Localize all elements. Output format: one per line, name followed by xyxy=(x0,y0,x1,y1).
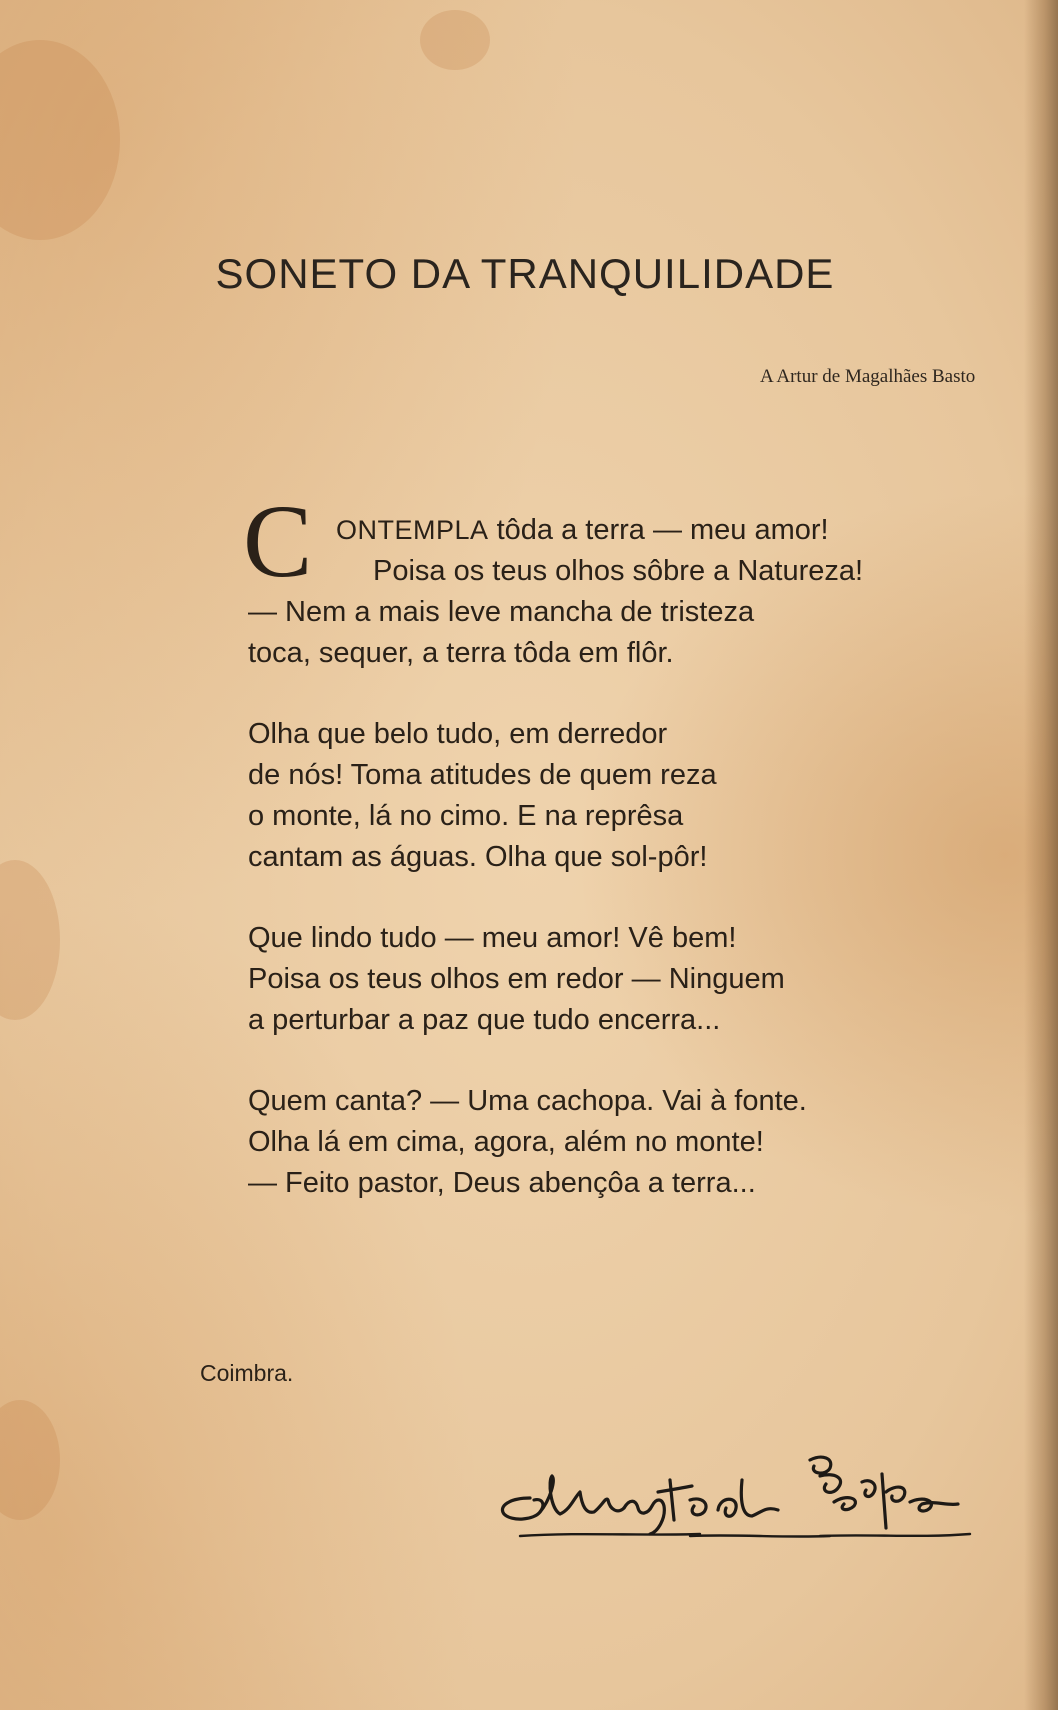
poem-line: de nós! Toma atitudes de quem reza xyxy=(248,759,717,791)
poem-line: — Feito pastor, Deus abençôa a terra... xyxy=(248,1167,756,1199)
poem-line-text: tôda a terra — meu amor! xyxy=(488,514,829,546)
dedication: A Artur de Magalhães Basto xyxy=(760,366,976,387)
poem-line: Olha lá em cima, agora, além no monte! xyxy=(248,1126,764,1158)
poem-line: Que lindo tudo — meu amor! Vê bem! xyxy=(248,922,737,954)
paper-stain xyxy=(0,860,60,1020)
stanza-3 xyxy=(248,918,968,1041)
poem-line: o monte, lá no cimo. E na reprêsa xyxy=(248,800,684,832)
stanza-4 xyxy=(248,1081,968,1204)
paper-stain xyxy=(0,1400,60,1520)
paper-stain xyxy=(0,40,120,240)
poem-line: Poisa os teus olhos sôbre a Natureza! xyxy=(373,555,864,587)
stanza-2 xyxy=(248,714,968,878)
poem-line: Olha que belo tudo, em derredor xyxy=(248,718,668,750)
first-word: ONTEMPLA xyxy=(336,515,489,545)
paper-stain xyxy=(420,10,490,70)
drop-cap: C xyxy=(243,484,313,599)
poem-title: SONETO DA TRANQUILIDADE xyxy=(215,250,835,298)
poem-line: Quem canta? — Uma cachopa. Vai à fonte. xyxy=(248,1085,807,1117)
place-name: Coimbra. xyxy=(200,1360,294,1386)
stanza-1 xyxy=(243,484,968,674)
poem-line: toca, sequer, a terra tôda em flôr. xyxy=(248,637,674,669)
poem-line: Poisa os teus olhos em redor — Ninguem xyxy=(248,963,785,995)
poem-body xyxy=(243,484,968,1244)
poem-line: cantam as águas. Olha que sol-pôr! xyxy=(248,841,708,873)
handwritten-signature xyxy=(490,1440,1010,1550)
poem-line: a perturbar a paz que tudo encerra... xyxy=(248,1004,721,1036)
poem-line: — Nem a mais leve mancha de tristeza xyxy=(248,596,755,628)
poem-line xyxy=(248,510,968,551)
